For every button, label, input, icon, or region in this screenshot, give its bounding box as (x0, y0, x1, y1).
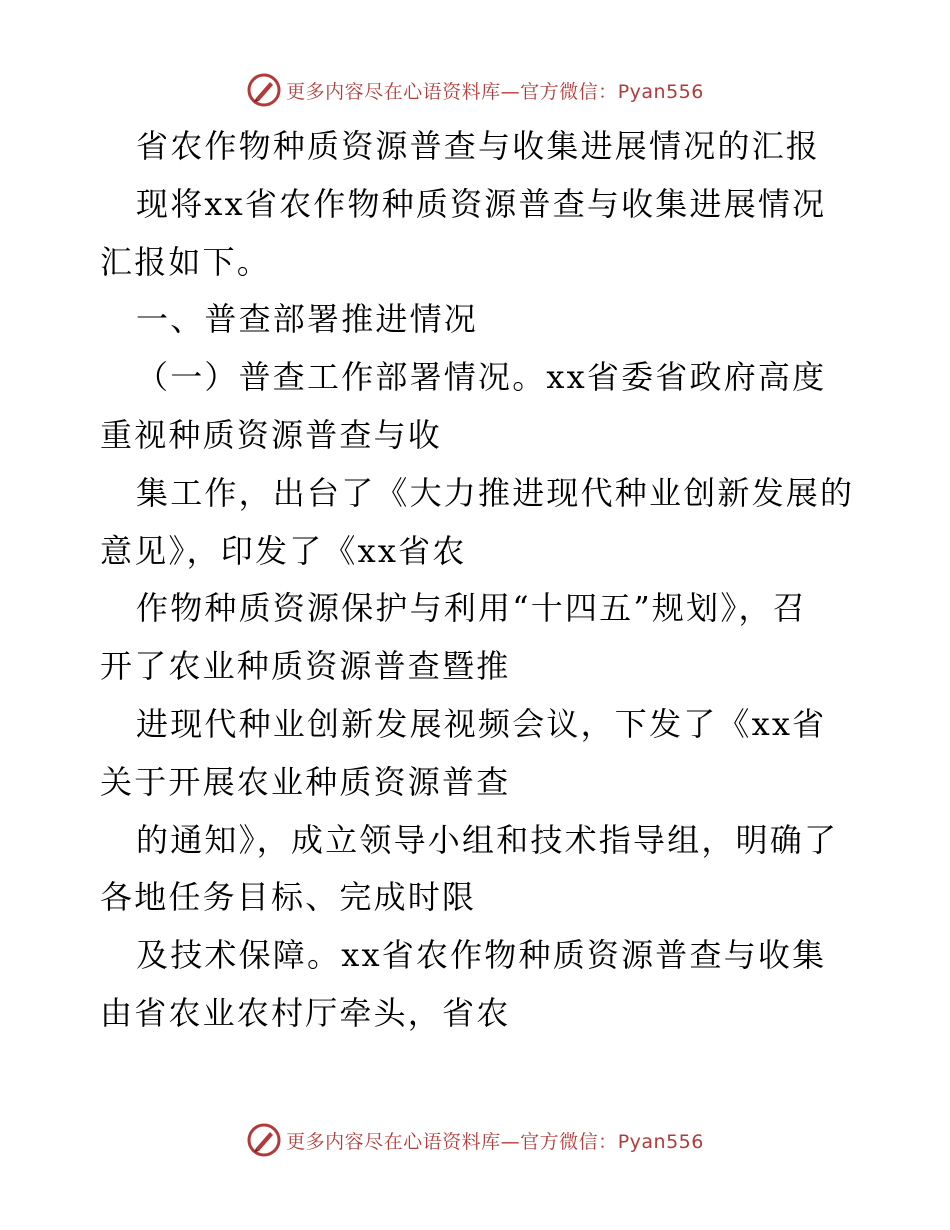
watermark-wechat-text: 官方微信： (520, 1130, 618, 1153)
document-body (100, 118, 860, 1043)
paragraph-line: 进现代种业创新发展视频会议，下发了《xx省 (136, 704, 827, 743)
paragraph-line: 开了农业种质资源普查暨推 (100, 647, 511, 686)
paragraph-line: 汇报如下。 (100, 242, 272, 281)
watermark-footer (0, 1120, 950, 1160)
paragraph-line: （一）普查工作部署情况。xx省委省政府高度 (136, 358, 827, 397)
pen-circle-logo-icon (246, 72, 282, 108)
watermark-site-text: 更多内容尽在心语资料库 (286, 1130, 501, 1153)
paragraph-line: 作物种质资源保护与利用“十四五”规划》，召 (136, 589, 807, 628)
watermark-dash: — (500, 80, 521, 103)
paragraph-line: 各地任务目标、完成时限 (100, 878, 477, 917)
paragraph-line: 现将xx省农作物种质资源普查与收集进展情况 (136, 184, 827, 223)
watermark-wechat-text: 官方微信： (520, 80, 618, 103)
section-heading: 一、普查部署推进情况 (136, 300, 479, 339)
watermark-header (0, 70, 950, 110)
paragraph-line: 集工作，出台了《大力推进现代种业创新发展的 (136, 473, 855, 512)
document-title: 省农作物种质资源普查与收集进展情况的汇报 (136, 127, 821, 165)
watermark-dash: — (500, 1130, 521, 1153)
paragraph-line: 重视种质资源普查与收 (100, 415, 443, 454)
paragraph-line: 关于开展农业种质资源普查 (100, 762, 511, 801)
watermark-site-text: 更多内容尽在心语资料库 (286, 80, 501, 103)
paragraph-line: 意见》，印发了《xx省农 (100, 531, 467, 570)
pen-circle-logo-icon (246, 1122, 282, 1158)
paragraph-line: 由省农业农村厅牵头，省农 (100, 993, 511, 1032)
watermark-wechat-id: Pyan556 (617, 1130, 704, 1153)
watermark-wechat-id: Pyan556 (617, 80, 704, 103)
paragraph-line: 的通知》，成立领导小组和技术指导组，明确了 (136, 820, 839, 859)
paragraph-line: 及技术保障。xx省农作物种质资源普查与收集 (136, 936, 827, 975)
